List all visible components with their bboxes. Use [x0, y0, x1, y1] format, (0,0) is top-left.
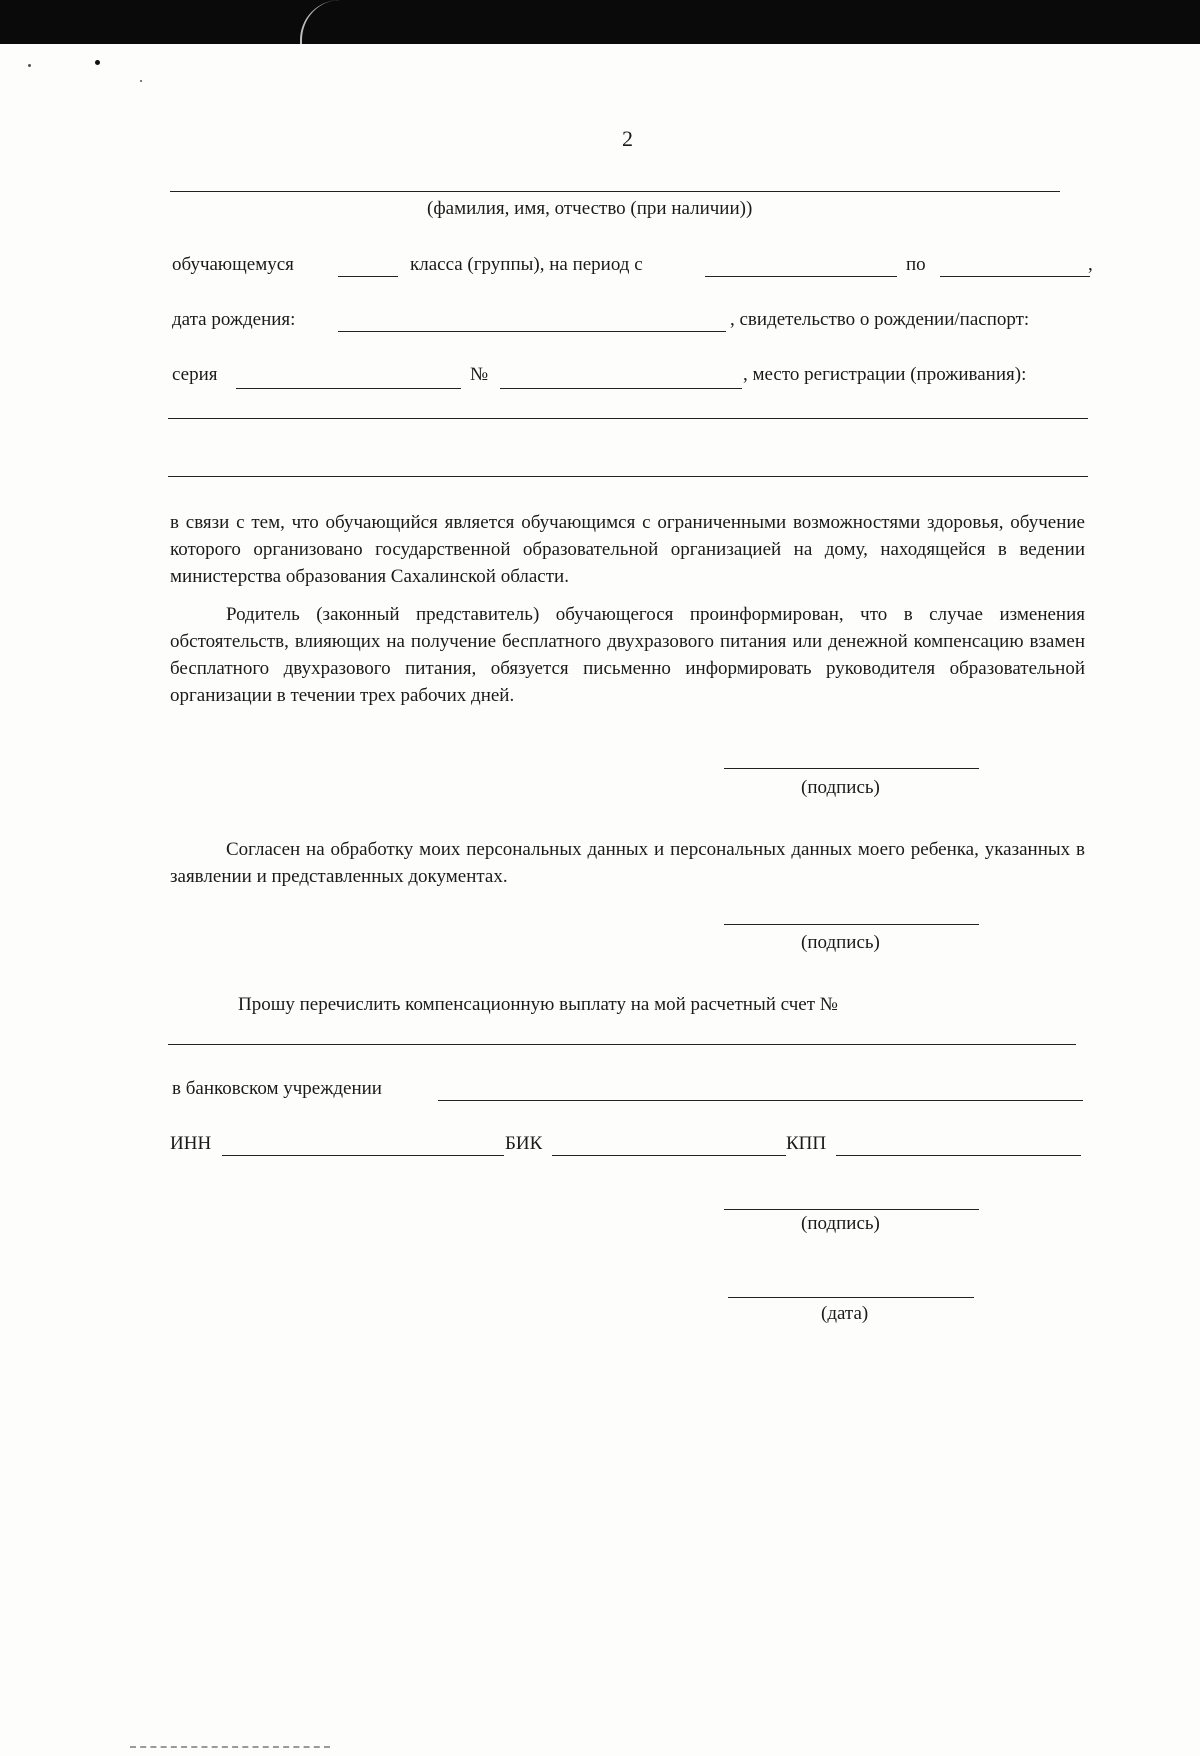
- period-end-field-line[interactable]: [940, 276, 1090, 277]
- birth-date-label: дата рождения:: [172, 309, 296, 330]
- payment-request-text: Прошу перечислить компенсационную выплату на мой расчетный счет №: [238, 994, 838, 1015]
- bik-field-line[interactable]: [552, 1155, 786, 1156]
- registration-field-line-2[interactable]: [168, 476, 1088, 477]
- series-label: серия: [172, 364, 218, 385]
- signature-field-line-1[interactable]: [724, 768, 979, 769]
- account-number-field-line[interactable]: [168, 1044, 1076, 1045]
- bank-label: в банковском учреждении: [172, 1078, 382, 1099]
- date-field-line[interactable]: [728, 1297, 974, 1298]
- date-caption: (дата): [821, 1303, 869, 1324]
- signature-caption-1: (подпись): [801, 777, 880, 798]
- number-field-line[interactable]: [500, 388, 742, 389]
- fio-caption: (фамилия, имя, отчество (при наличии)): [427, 198, 753, 219]
- signature-field-line-2[interactable]: [724, 924, 979, 925]
- kpp-label: КПП: [786, 1133, 827, 1154]
- number-label: №: [470, 364, 489, 385]
- class-field-line[interactable]: [338, 276, 398, 277]
- bik-label: БИК: [505, 1133, 543, 1154]
- period-start-field-line[interactable]: [705, 276, 897, 277]
- inn-label: ИНН: [170, 1133, 212, 1154]
- inn-field-line[interactable]: [222, 1155, 504, 1156]
- consent-paragraph: Согласен на обработку моих персональных данных и персональных данных моего ребенка, указанных в заявлении и представленных документах.: [170, 839, 1085, 887]
- scan-speck: [95, 60, 100, 65]
- reason-paragraph: в связи с тем, что обучающийся является обучающимся с ограниченными возможностями здоровья, обучение которого организовано государственной образовательной организацией на дому, находящейся в ведении министерства образования Сахалинской области.: [170, 512, 1085, 587]
- parent-notice-paragraph: Родитель (законный представитель) обучающегося проинформирован, что в случае изменения обстоятельств, влияющих на получение бесплатного двухразового питания или денежной компенсацию взамен бесплатного двухразового питания, обязуется письменно информировать руководителя образовательной организации в течении трех рабочих дней.: [170, 604, 1085, 706]
- bank-field-line[interactable]: [438, 1100, 1083, 1101]
- fio-field-line[interactable]: [170, 191, 1060, 192]
- kpp-field-line[interactable]: [836, 1155, 1081, 1156]
- birth-date-field-line[interactable]: [338, 331, 726, 332]
- series-field-line[interactable]: [236, 388, 461, 389]
- period-to-label: по: [906, 254, 926, 275]
- birth-document-label: , свидетельство о рождении/паспорт:: [730, 309, 1030, 330]
- scan-speck: [28, 64, 31, 67]
- page-number: 2: [622, 126, 633, 151]
- registration-field-line-1[interactable]: [168, 418, 1088, 419]
- student-line-end-mark: ,: [1088, 254, 1093, 275]
- registration-label: , место регистрации (проживания):: [743, 364, 1027, 385]
- scan-speck: [140, 80, 142, 82]
- class-period-label: класса (группы), на период с: [410, 254, 643, 275]
- signature-field-line-3[interactable]: [724, 1209, 979, 1210]
- signature-caption-3: (подпись): [801, 1213, 880, 1234]
- signature-caption-2: (подпись): [801, 932, 880, 953]
- student-label: обучающемуся: [172, 254, 294, 275]
- scan-top-edge: [0, 0, 1200, 44]
- scan-bottom-edge: [130, 1746, 330, 1756]
